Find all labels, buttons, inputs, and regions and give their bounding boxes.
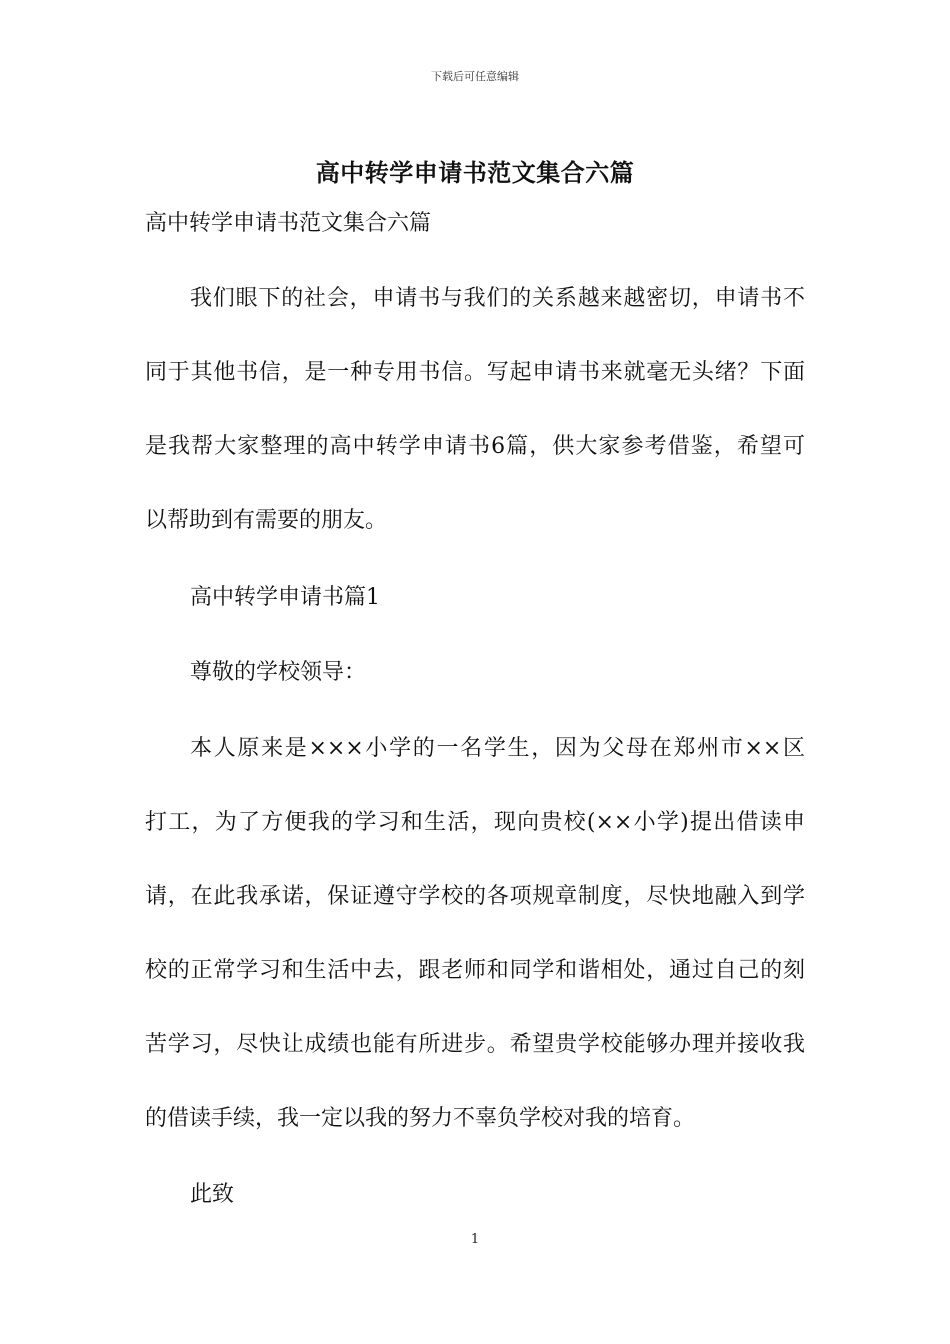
page-number: 1 — [470, 1232, 480, 1247]
header-note: 下载后可任意编辑 — [431, 70, 519, 83]
body-line-6: 的借读手续，我一定以我的努力不辜负学校对我的培育。 — [145, 1106, 696, 1131]
document-subtitle: 高中转学申请书范文集合六篇 — [145, 211, 432, 236]
body-line-2: 打工，为了方便我的学习和生活，现向贵校(××小学)提出借读申 — [145, 810, 805, 835]
body-line-5: 苦学习，尽快让成绩也能有所进步。希望贵学校能够办理并接收我 — [145, 1032, 805, 1057]
intro-line-2: 同于其他书信，是一种专用书信。写起申请书来就毫无头绪？下面 — [145, 360, 805, 385]
section-heading: 高中转学申请书篇1 — [190, 585, 380, 610]
intro-line-4: 以帮助到有需要的朋友。 — [145, 508, 388, 533]
body-line-3: 请，在此我承诺，保证遵守学校的各项规章制度，尽快地融入到学 — [145, 884, 805, 909]
body-line-4: 校的正常学习和生活中去，跟老师和同学和谐相处，通过自己的刻 — [145, 958, 805, 983]
closing: 此致 — [190, 1182, 235, 1207]
document-title: 高中转学申请书范文集合六篇 — [315, 158, 635, 187]
body-line-1: 本人原来是×××小学的一名学生，因为父母在郑州市××区 — [190, 736, 805, 761]
intro-line-1: 我们眼下的社会，申请书与我们的关系越来越密切，申请书不 — [190, 286, 805, 311]
salutation: 尊敬的学校领导： — [190, 660, 367, 685]
intro-line-3: 是我帮大家整理的高中转学申请书6篇，供大家参考借鉴，希望可 — [145, 434, 805, 459]
